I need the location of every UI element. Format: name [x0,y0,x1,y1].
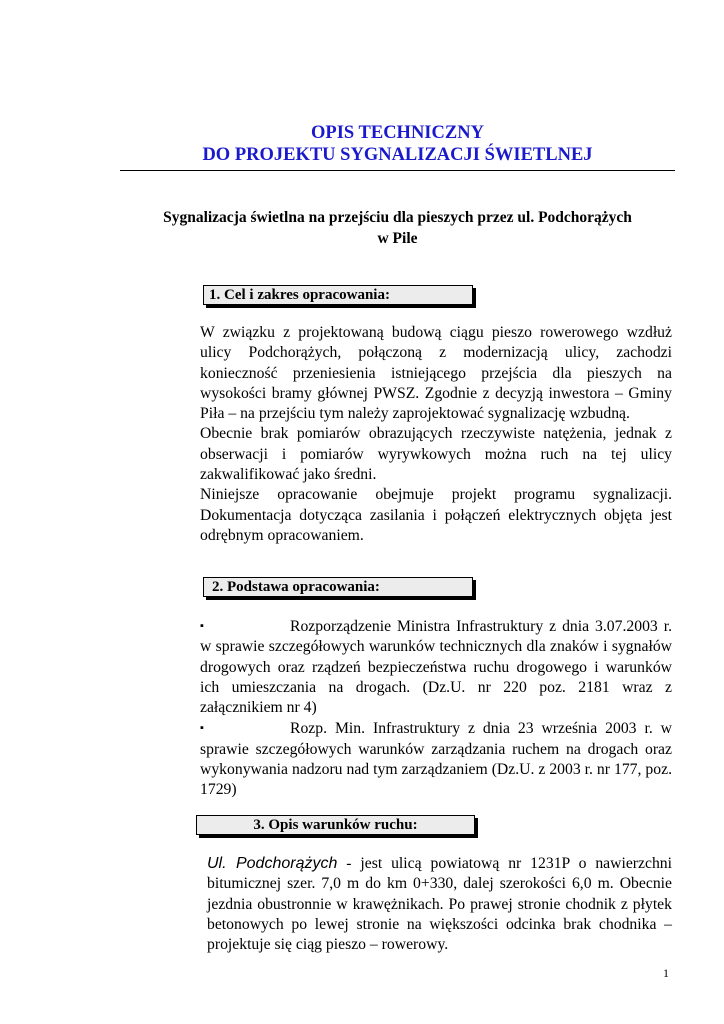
section-1-heading: 1. Cel i zakres opracowania: [203,285,473,305]
page-title [120,122,675,166]
road-description: - jest ulicą powiatową nr 1231P o nawierzchni bitumicznej szer. 7,0 m do km 0+330, dalej szerokości 6,0 m. Obecnie jezdnia obustronnie w krawężnikach. Po prawej stronie chodnik z płytek betonowych po lewej stronie na większości odcinka brak chodnika – projektuje się ciąg pieszo – rowerowy. [207,855,672,954]
title-line-1: OPIS TECHNICZNY [311,123,484,143]
section-1-paragraph: W związku z projektowaną budową ciągu pieszo rowerowego wzdłuż ulicy Podchorążych, połączoną z modernizacją ulicy, zachodzi konieczność przeniesienia istniejącego przejścia dla pieszych na wysokości bramy głównej PWSZ. Zgodnie z decyzją inwestora – Gminy Piła – na przejściu tym należy zaprojektować sygnalizację wzbudną. [200,324,672,423]
title-divider [120,170,675,171]
section-3-paragraph [207,854,672,955]
page-number: 1 [663,966,669,980]
section-1-body [200,323,672,546]
section-1-paragraph: Obecnie brak pomiarów obrazujących rzeczywiste natężenia, jednak z obserwacji i pomiarów wyrywkowych można ruch na tej ulicy zakwalifikować jako średni. [200,425,672,484]
subtitle-line-2: w Pile [377,230,418,247]
list-item [200,616,672,718]
list-item-text: Rozp. Min. Infrastruktury z dnia 23 września 2003 r. w sprawie szczegółowych warunków zarządzania ruchem na drogach oraz wykonywania nadzoru nad tym zarządzaniem (Dz.U. z 2003 r. nr 177, poz. 1729) [200,720,672,799]
document-subtitle [120,207,675,249]
section-3-body [207,854,672,955]
list-item [200,718,672,800]
section-3-heading: 3. Opis warunków ruchu: [196,815,475,835]
bullet-icon: ▪ [200,620,204,632]
bullet-icon: ▪ [200,722,204,735]
section-2-heading: 2. Podstawa opracowania: [203,577,473,597]
subtitle-line-1: Sygnalizacja świetlna na przejściu dla pieszych przez ul. Podchorążych [163,209,632,226]
section-1-paragraph: Niniejsze opracowanie obejmuje projekt programu sygnalizacji. Dokumentacja dotycząca zasilania i połączeń elektrycznych objęta jest odrębnym opracowaniem. [200,486,672,544]
list-item-text: Rozporządzenie Ministra Infrastruktury z dnia 3.07.2003 r. w sprawie szczegółowych warunków technicznych dla znaków i sygnałów drogowych oraz rządzeń bezpieczeństwa ruchu drogowego i warunków ich umieszczania na drogach. (Dz.U. nr 220 poz. 2181 wraz z załącznikiem nr 4) [200,618,672,717]
section-2-list [200,616,672,801]
title-line-2: DO PROJEKTU SYGNALIZACJI ŚWIETLNEJ [202,145,593,165]
road-name: Ul. Podchorążych [207,855,338,872]
